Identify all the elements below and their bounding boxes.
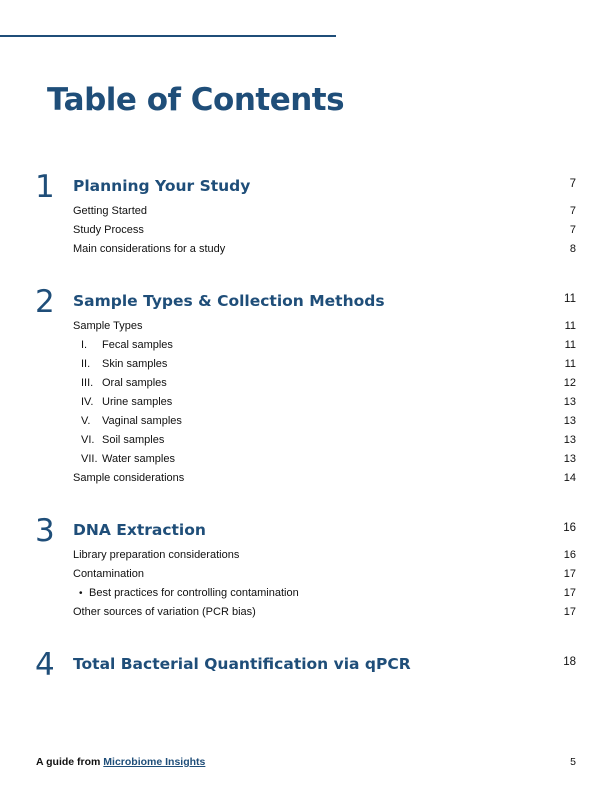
- entry-page: 13: [563, 434, 576, 446]
- entry-label: Sample Types: [73, 320, 143, 332]
- toc-bullet-entry[interactable]: [73, 584, 576, 603]
- section-page: 16: [563, 522, 576, 534]
- roman-numeral: I.: [81, 339, 88, 351]
- footer-credit: [36, 756, 205, 768]
- entry-page: 13: [563, 415, 576, 427]
- toc-entry[interactable]: [73, 317, 576, 336]
- roman-numeral: V.: [81, 415, 91, 427]
- top-rule: [0, 35, 336, 37]
- entry-page: 17: [563, 606, 576, 618]
- entry-page: 16: [563, 549, 576, 561]
- entry-label: Getting Started: [73, 205, 147, 217]
- roman-numeral: II.: [81, 358, 91, 370]
- toc-subentry[interactable]: [73, 431, 576, 450]
- toc-entry[interactable]: [73, 565, 576, 584]
- entry-label: Best practices for controlling contamination: [89, 587, 299, 599]
- entry-page: 13: [563, 396, 576, 408]
- entry-page: 11: [564, 339, 576, 351]
- entry-page: 17: [563, 568, 576, 580]
- entry-label: Water samples: [102, 453, 175, 465]
- section-page: 11: [564, 293, 576, 305]
- toc-subentry[interactable]: [73, 374, 576, 393]
- page-footer: [36, 756, 576, 768]
- entry-page: 17: [563, 587, 576, 599]
- section-title[interactable]: Planning Your Study: [73, 177, 251, 195]
- toc-entry[interactable]: [73, 546, 576, 565]
- entry-label: Fecal samples: [102, 339, 173, 351]
- entry-page: 7: [569, 205, 576, 217]
- section-number: 3: [35, 513, 55, 549]
- toc-subentry[interactable]: [73, 393, 576, 412]
- entry-label: Other sources of variation (PCR bias): [73, 606, 256, 618]
- entry-label: Library preparation considerations: [73, 549, 240, 561]
- entry-label: Sample considerations: [73, 472, 185, 484]
- toc-subentry[interactable]: [73, 355, 576, 374]
- entry-label: Skin samples: [102, 358, 168, 370]
- section-page: 18: [563, 656, 576, 668]
- section-number: 1: [35, 169, 55, 205]
- entry-label: Main considerations for a study: [73, 243, 226, 255]
- section-page: 7: [569, 178, 576, 190]
- toc-entry[interactable]: [73, 469, 576, 488]
- toc-subentry[interactable]: [73, 450, 576, 469]
- toc-entry[interactable]: [73, 240, 576, 259]
- footer-prefix: A guide from: [36, 756, 101, 768]
- section-title[interactable]: DNA Extraction: [73, 521, 206, 539]
- roman-numeral: VII.: [81, 453, 98, 465]
- bullet-icon: •: [79, 588, 83, 599]
- section-number: 4: [35, 647, 55, 683]
- toc-subentry[interactable]: [73, 336, 576, 355]
- entry-label: Study Process: [73, 224, 144, 236]
- section-title[interactable]: Total Bacterial Quantification via qPCR: [73, 655, 411, 673]
- page-number: 5: [570, 756, 576, 768]
- entry-page: 8: [569, 243, 576, 255]
- section-title[interactable]: Sample Types & Collection Methods: [73, 292, 385, 310]
- entry-label: Contamination: [73, 568, 144, 580]
- entry-page: 12: [563, 377, 576, 389]
- roman-numeral: IV.: [81, 396, 94, 408]
- entry-page: 14: [563, 472, 576, 484]
- toc-entry[interactable]: [73, 603, 576, 622]
- section-number: 2: [35, 284, 55, 320]
- entry-label: Vaginal samples: [102, 415, 182, 427]
- entry-label: Urine samples: [102, 396, 173, 408]
- roman-numeral: VI.: [81, 434, 95, 446]
- entry-label: Oral samples: [102, 377, 167, 389]
- microbiome-insights-link[interactable]: Microbiome Insights: [103, 756, 206, 768]
- entry-page: 11: [564, 320, 576, 332]
- entry-page: 13: [563, 453, 576, 465]
- entry-label: Soil samples: [102, 434, 165, 446]
- entry-page: 7: [569, 224, 576, 236]
- roman-numeral: III.: [81, 377, 94, 389]
- page-title: Table of Contents: [47, 82, 345, 118]
- entry-page: 11: [564, 358, 576, 370]
- toc-entry[interactable]: [73, 221, 576, 240]
- toc-entry[interactable]: [73, 202, 576, 221]
- toc-subentry[interactable]: [73, 412, 576, 431]
